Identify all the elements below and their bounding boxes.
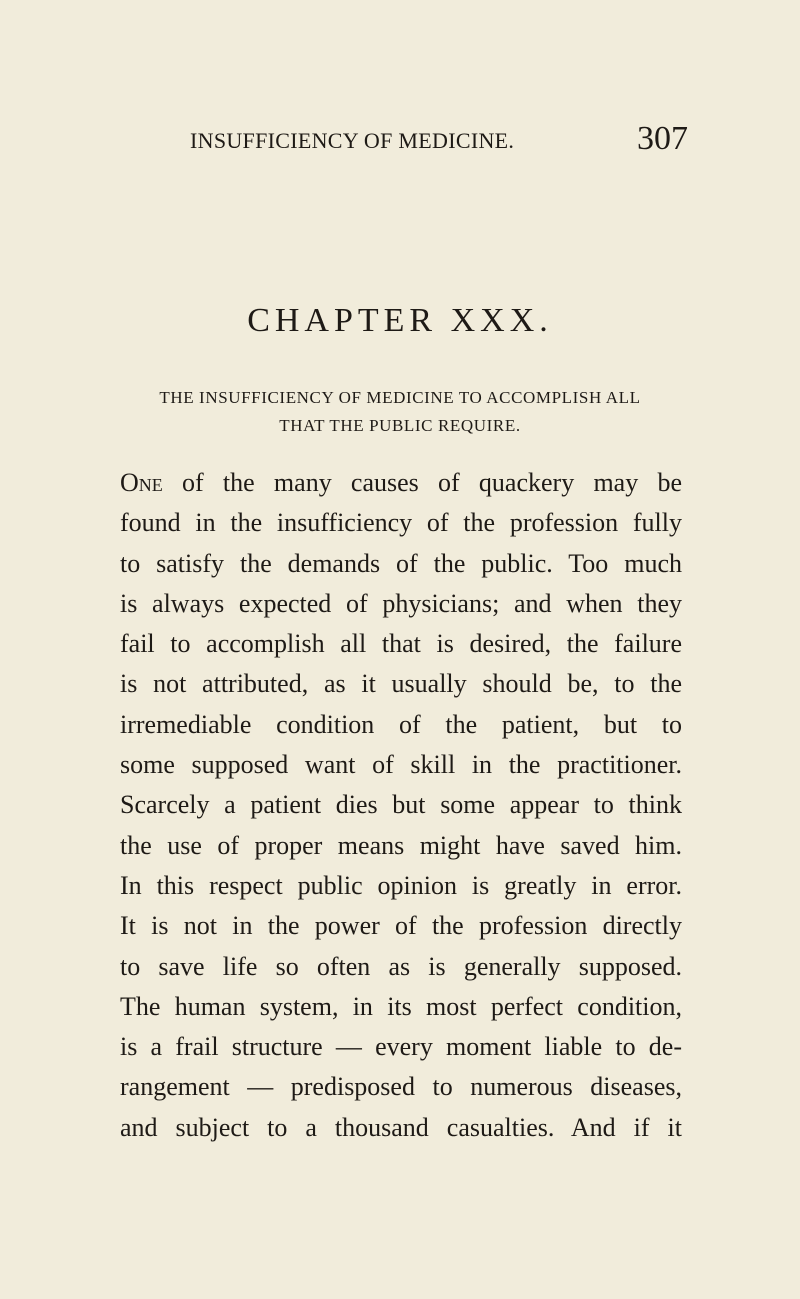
body-line: It is not in the power of the profession directly [120,911,682,941]
chapter-subtitle-line: THE INSUFFICIENCY OF MEDICINE TO ACCOMPLISH ALL [159,388,641,407]
body-line-text: of the many causes of quackery may be [162,468,682,497]
chapter-heading: CHAPTER XXX. [247,302,553,339]
body-line: the use of proper means might have saved him. [120,830,682,860]
body-line: and subject to a thousand casualties. And if it [120,1112,682,1142]
body-line: is a frail structure — every moment liable to de- [120,1032,682,1062]
chapter-subtitle-line: THAT THE PUBLIC REQUIRE. [279,416,521,435]
body-line: Scarcely a patient dies but some appear to think [120,790,682,820]
body-line: In this respect public opinion is greatly in error. [120,870,682,900]
body-line: to save life so often as is generally supposed. [120,951,682,981]
running-head [190,120,688,160]
body-line [120,463,682,503]
page-number: 307 [637,120,688,157]
body-line: found in the insufficiency of the profession fully [120,508,682,538]
running-title: INSUFFICIENCY OF MEDICINE. [190,128,515,153]
body-line: The human system, in its most perfect condition, [120,991,682,1021]
body-line: to satisfy the demands of the public. Too much [120,548,682,578]
opening-word: One [120,468,163,497]
body-line: fail to accomplish all that is desired, the failure [120,629,682,659]
body-line: rangement — predisposed to numerous diseases, [120,1072,682,1102]
body-line: is always expected of physicians; and when they [120,588,682,618]
body-paragraph [120,463,682,1148]
body-line: irremediable condition of the patient, but to [120,709,682,739]
body-line: is not attributed, as it usually should be, to the [120,669,682,699]
chapter-subtitle [120,384,680,440]
body-line: some supposed want of skill in the practitioner. [120,750,682,780]
